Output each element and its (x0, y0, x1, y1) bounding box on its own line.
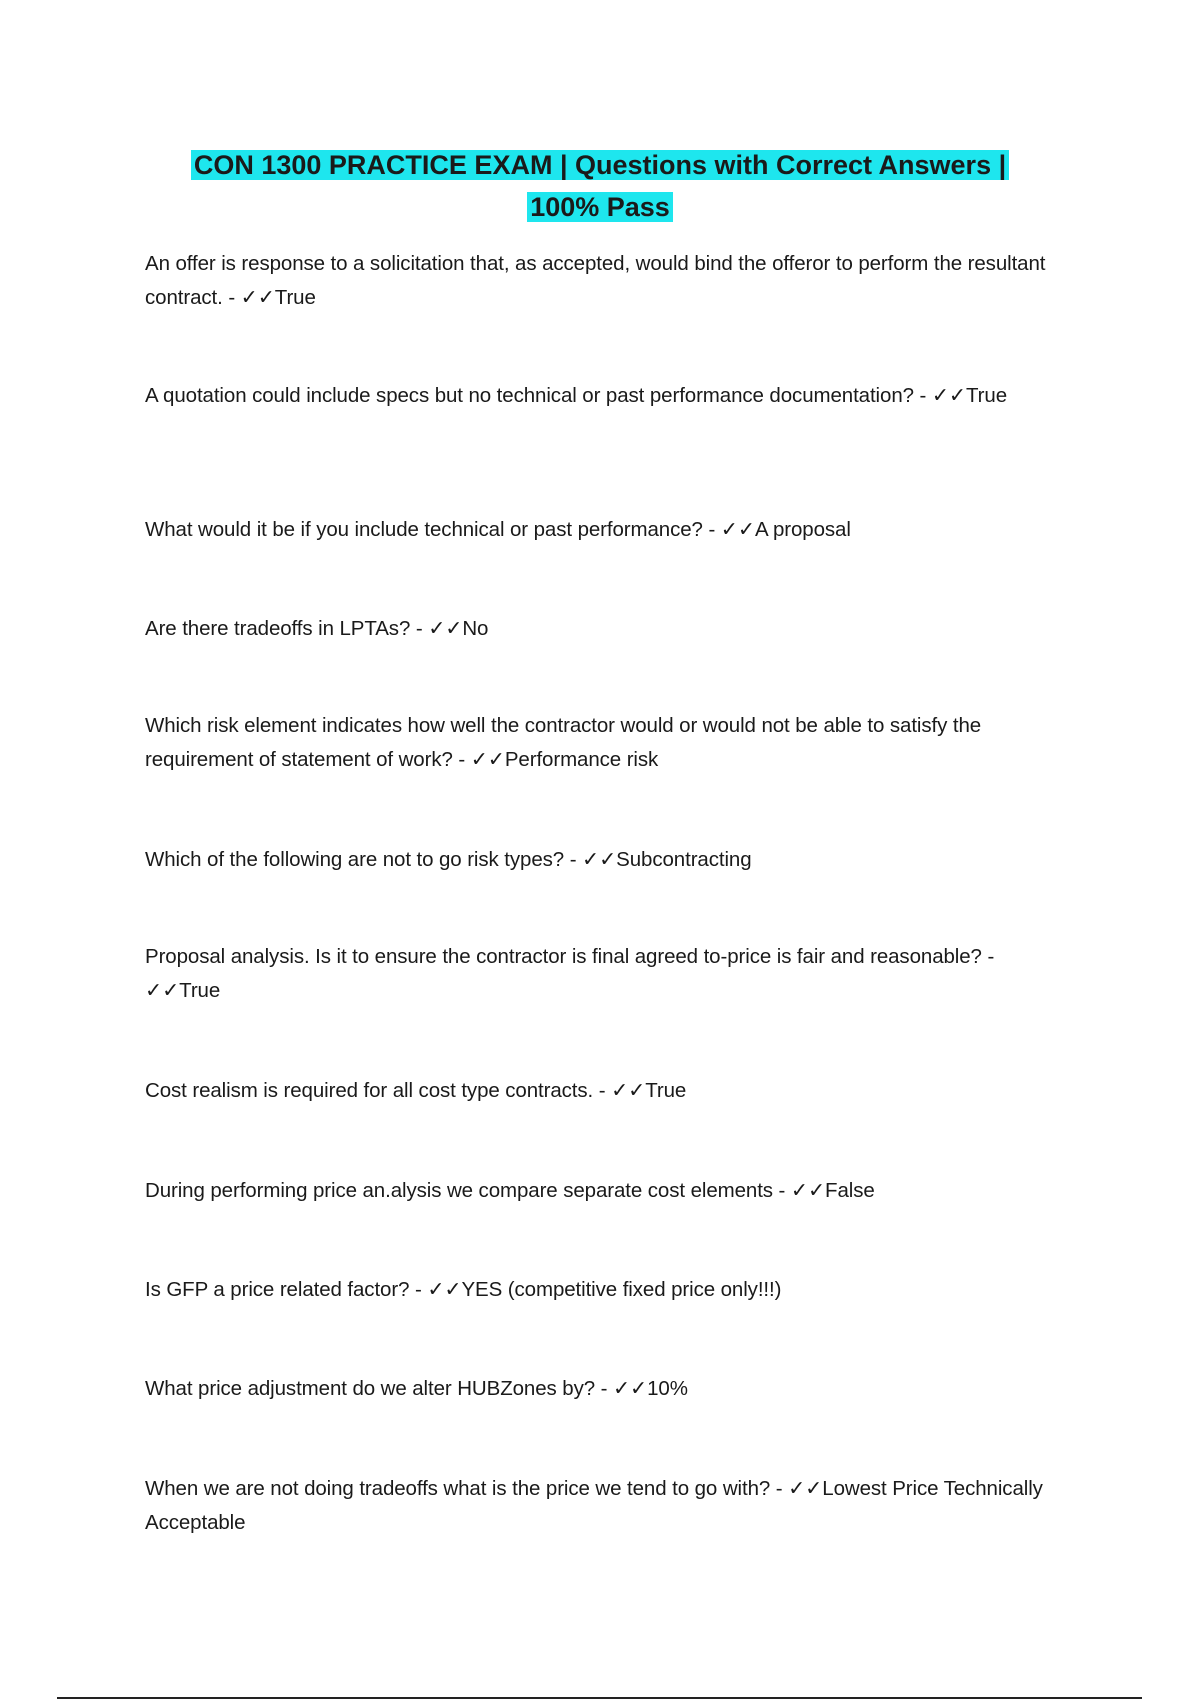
qa-item: Which risk element indicates how well the contractor would or would not be able to satisfy the requirement of statement of work? - ✓✓Performance risk (145, 714, 982, 771)
qa-item: An offer is response to a solicitation that, as accepted, would bind the offeror to perform the resultant contract. - ✓✓True (145, 252, 1046, 309)
qa-item: A quotation could include specs but no technical or past performance documentation? - ✓✓True (145, 384, 1007, 407)
answer-text: True (274, 286, 316, 309)
question-text: Are there tradeoffs in LPTAs? (145, 617, 411, 640)
check-marks: ✓✓ (790, 1179, 826, 1202)
answer-text: No (462, 617, 489, 640)
qa-item: Proposal analysis. Is it to ensure the contractor is final agreed to-price is fair and reasonable? - ✓✓True (145, 945, 995, 1002)
answer-text: False (825, 1179, 875, 1202)
qa-item: Cost realism is required for all cost type contracts. - ✓✓True (145, 1079, 687, 1102)
check-marks: ✓✓ (612, 1377, 648, 1400)
qa-item: When we are not doing tradeoffs what is the price we tend to go with? - ✓✓Lowest Price Technically Acceptable (145, 1477, 1043, 1534)
title-line-1: CON 1300 PRACTICE EXAM | Questions with Correct Answers | (191, 150, 1009, 180)
question-text: Is GFP a price related factor? (145, 1278, 410, 1301)
answer-text: A proposal (754, 518, 851, 541)
check-marks: ✓✓ (582, 848, 617, 871)
qa-item: During performing price an.alysis we compare separate cost elements - ✓✓False (145, 1179, 875, 1202)
check-marks: ✓✓ (611, 1079, 646, 1102)
answer-text: True (645, 1079, 687, 1102)
qa-item: Which of the following are not to go risk types? - ✓✓Subcontracting (145, 848, 752, 871)
answer-text: Subcontracting (616, 848, 752, 871)
document-title (120, 144, 1080, 228)
answer-text: Lowest Price Technically Acceptable (145, 1477, 1043, 1534)
answer-text: True (966, 384, 1007, 407)
check-marks: ✓✓ (145, 979, 180, 1002)
question-text: What would it be if you include technical or past performance? (145, 518, 703, 541)
answer-text: YES (competitive fixed price only!!!) (461, 1278, 782, 1301)
check-marks: ✓✓ (427, 1278, 462, 1301)
answer-text: Performance risk (504, 748, 659, 771)
qa-item: Are there tradeoffs in LPTAs? - ✓✓No (145, 617, 489, 640)
check-marks: ✓✓ (470, 748, 505, 771)
question-text: When we are not doing tradeoffs what is the price we tend to go with? (145, 1477, 771, 1500)
question-text: What price adjustment do we alter HUBZones by? (145, 1377, 596, 1400)
check-marks: ✓✓ (931, 384, 966, 407)
check-marks: ✓✓ (720, 518, 755, 541)
qa-item: What would it be if you include technical or past performance? - ✓✓A proposal (145, 518, 851, 541)
qa-item: What price adjustment do we alter HUBZones by? - ✓✓10% (145, 1377, 688, 1400)
answer-text: 10% (647, 1377, 688, 1400)
check-marks: ✓✓ (788, 1477, 823, 1500)
question-text: During performing price an.alysis we compare separate cost elements (145, 1179, 773, 1202)
answer-text: True (179, 979, 221, 1002)
title-line-2: 100% Pass (527, 192, 673, 222)
qa-item: Is GFP a price related factor? - ✓✓YES (competitive fixed price only!!!) (145, 1278, 782, 1301)
check-marks: ✓✓ (240, 286, 275, 309)
footer-divider (57, 1697, 1142, 1699)
question-text: Proposal analysis. Is it to ensure the contractor is final agreed to-price is fair and reasonable? (145, 945, 982, 968)
question-text: Which of the following are not to go risk types? (145, 848, 565, 871)
question-text: Cost realism is required for all cost type contracts. (145, 1079, 594, 1102)
question-text: Which risk element indicates how well the contractor would or would not be able to satisfy the requirement of statement of work? (145, 714, 982, 771)
check-marks: ✓✓ (428, 617, 463, 640)
question-text: An offer is response to a solicitation that, as accepted, would bind the offeror to perform the resultant contract. (145, 252, 1046, 309)
question-text: A quotation could include specs but no technical or past performance documentation? (145, 384, 914, 407)
